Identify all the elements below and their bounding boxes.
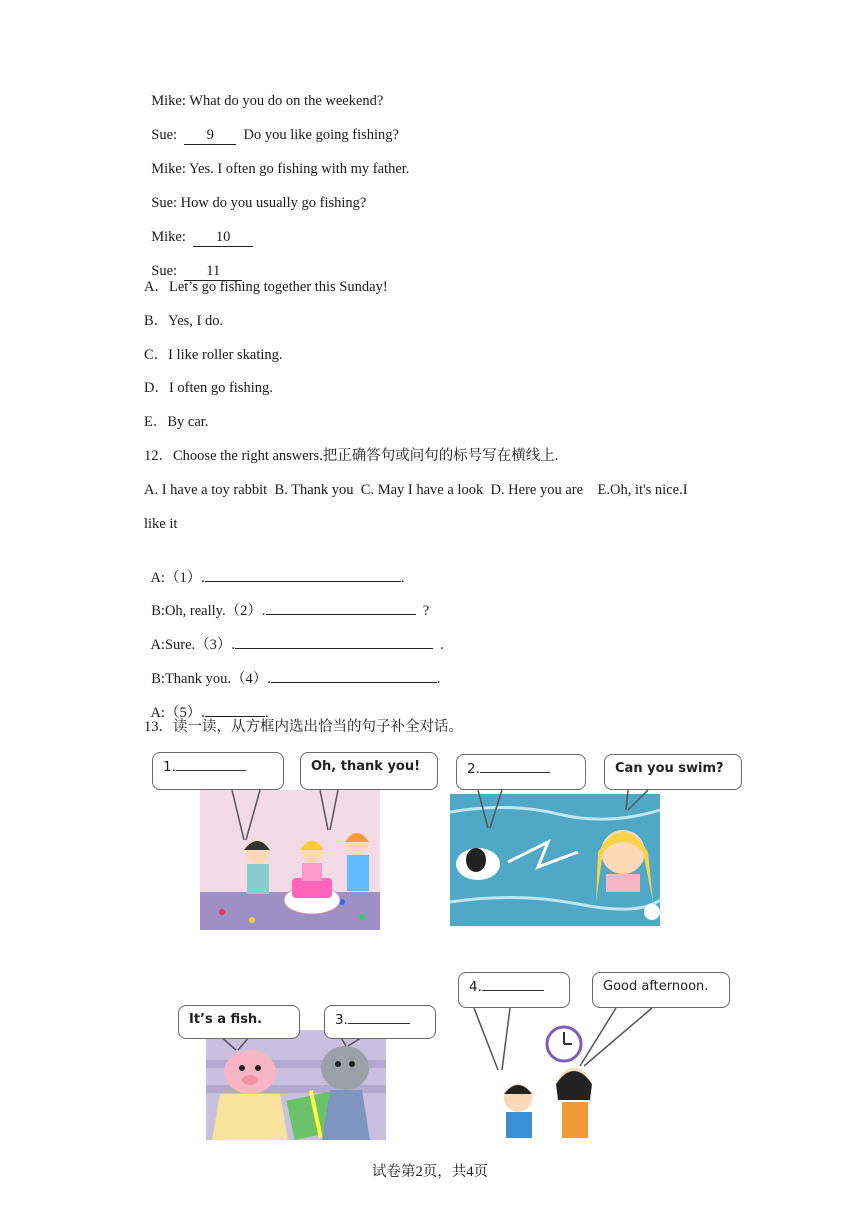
q12-choices-line1: A. I have a toy rabbit B. Thank you C. May I have a look D. Here you are E.Oh, it's nice.I (144, 482, 688, 498)
bubble-can-you-swim: Can you swim? (604, 754, 742, 790)
panel-birthday (152, 752, 442, 932)
bubble-blank-3[interactable] (348, 1023, 410, 1024)
panel-good-afternoon (456, 970, 736, 1146)
q12-choices-line2: like it (144, 516, 178, 532)
answer-blank-3[interactable] (235, 634, 433, 649)
bubble-thank-you: Oh, thank you! (300, 752, 438, 790)
panel-gift (170, 1000, 442, 1142)
answer-blank-2[interactable] (266, 600, 416, 615)
blank-10[interactable]: 10 (193, 228, 253, 247)
dialogue-line-1: Mike: What do you do on the weekend? (151, 93, 384, 109)
q12-answer-1: A:（1）. . (144, 549, 404, 587)
bubble-its-a-fish: It’s a fish. (178, 1005, 300, 1039)
blank-11[interactable]: 11 (184, 262, 242, 281)
dialogue-line-6: Sue: 11 (144, 244, 242, 281)
bubble-1: 1. (152, 752, 284, 790)
bubble-blank-2[interactable] (480, 772, 550, 773)
q12-answer-3: A:Sure.（3）. . (144, 616, 444, 654)
q12-answer-5: A:（5）. . (144, 684, 268, 722)
option-c: C．I like roller skating. (144, 347, 283, 363)
bubble-good-afternoon: Good afternoon. (592, 972, 730, 1008)
bubble-blank-1[interactable] (176, 770, 246, 771)
bubble-4: 4. (458, 972, 570, 1008)
answer-blank-4[interactable] (271, 668, 437, 683)
answer-blank-1[interactable] (205, 567, 401, 582)
q12-answer-2: B:Oh, really.（2）. ? (144, 582, 429, 620)
bubble-2: 2. (456, 754, 586, 790)
q13-title: 13．读一读，从方框内选出恰当的句子补全对话。 (144, 719, 463, 735)
bubble-blank-4[interactable] (482, 990, 544, 991)
q12-title: 12．Choose the right answers.把正确答句或问句的标号写在横线上. (144, 448, 559, 464)
page-footer: 试卷第2页，共4页 (372, 1164, 488, 1180)
dialogue-line-2: Sue: 9 Do you like going fishing? (151, 127, 399, 143)
dialogue-line-4: Sue: How do you usually go fishing? (151, 195, 367, 211)
option-e: E．By car. (144, 414, 209, 430)
blank-9[interactable]: 9 (184, 126, 236, 145)
q12-answer-4: B:Thank you.（4）. . (144, 650, 441, 688)
dialogue-line-3: Mike: Yes. I often go fishing with my father. (151, 161, 410, 177)
option-b: B．Yes, I do. (144, 313, 224, 329)
option-a: A．Let’s go fishing together this Sunday! (144, 279, 388, 295)
answer-blank-5[interactable] (205, 702, 265, 717)
dialogue-line-5: Mike: 10 (144, 210, 253, 247)
panel-swimming (448, 752, 748, 932)
bubble-3: 3. (324, 1005, 436, 1039)
option-d: D．I often go fishing. (144, 380, 273, 396)
